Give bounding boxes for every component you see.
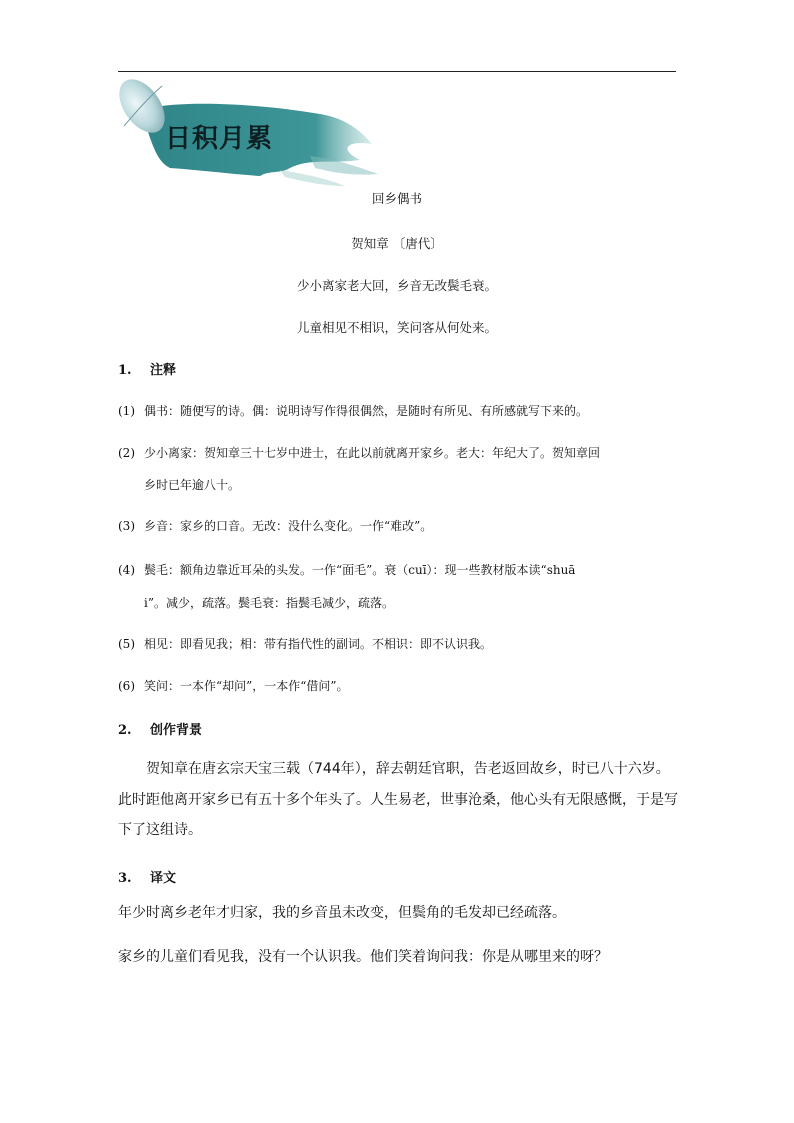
translation-line-1: 年少时离乡老年才归家，我的乡音虽未改变，但鬓角的毛发却已经疏落。 bbox=[118, 905, 566, 921]
banner-title: 日积月累 bbox=[165, 124, 274, 154]
section-title: 创作背景 bbox=[150, 723, 203, 738]
section-heading-translation bbox=[118, 867, 176, 886]
note-text: 少小离家：贺知章三十七岁中进士，在此以前就离开家乡。老大：年纪大了。贺知章回 bbox=[144, 446, 601, 460]
note-number: (1) bbox=[118, 404, 135, 418]
note-number: (4) bbox=[118, 563, 135, 577]
poem-title: 回乡偶书 bbox=[371, 191, 422, 206]
note-item bbox=[118, 561, 678, 578]
note-item bbox=[118, 677, 678, 694]
note-number: (6) bbox=[118, 679, 135, 693]
section-number: 2. bbox=[118, 723, 132, 738]
note-text: 乡音：家乡的口音。无改：没什么变化。一作“难改”。 bbox=[144, 519, 433, 533]
background-paragraph bbox=[118, 754, 678, 846]
translation-line-2: 家乡的儿童们看见我，没有一个认识我。他们笑着询问我：你是从哪里来的呀？ bbox=[118, 949, 608, 965]
background-line-1 bbox=[118, 754, 678, 785]
section-number: 3. bbox=[118, 871, 132, 886]
note-text: 相见：即看见我；相：带有指代性的副词。不相识：即不认识我。 bbox=[144, 637, 493, 651]
section-title: 译文 bbox=[150, 871, 177, 886]
background-text-1: 贺知章在唐玄宗天宝三载（744年），辞去朝廷官职，告老返回故乡，时已八十六岁。 bbox=[146, 761, 670, 777]
note-item bbox=[118, 444, 678, 461]
top-divider bbox=[118, 71, 676, 72]
poem-line-1: 少小离家老大回，乡音无改鬓毛衰。 bbox=[296, 278, 497, 293]
note-number: (5) bbox=[118, 637, 135, 651]
note-item bbox=[118, 517, 678, 534]
note-continuation: i”。减少，疏落。鬓毛衰：指鬓毛减少，疏落。 bbox=[144, 596, 394, 610]
note-number: (3) bbox=[118, 519, 135, 533]
note-number: (2) bbox=[118, 446, 135, 460]
note-text: 偶书：随便写的诗。偶：说明诗写作得很偶然，是随时有所见、有所感就写下来的。 bbox=[144, 404, 589, 418]
note-continuation: 乡时已年逾八十。 bbox=[144, 478, 241, 492]
note-text: 笑问：一本作“却问”，一本作“借问”。 bbox=[144, 679, 349, 693]
note-item bbox=[118, 402, 678, 419]
background-line-3: 下了这组诗。 bbox=[118, 822, 202, 838]
section-heading-background bbox=[118, 719, 202, 738]
poem-line-2: 儿童相见不相识，笑问客从何处来。 bbox=[296, 320, 497, 335]
poem-author: 贺知章 〔唐代〕 bbox=[351, 236, 443, 251]
note-item bbox=[118, 635, 678, 652]
section-number: 1. bbox=[118, 363, 132, 378]
section-heading-notes bbox=[118, 359, 176, 378]
section-title: 注释 bbox=[150, 363, 177, 378]
note-text: 鬓毛：额角边靠近耳朵的头发。一作“面毛”。衰（cuī）：现一些教材版本读“shuā bbox=[144, 563, 576, 577]
background-line-2: 此时距他离开家乡已有五十多个年头了。人生易老，世事沧桑，他心头有无限感慨，于是写 bbox=[118, 791, 678, 808]
